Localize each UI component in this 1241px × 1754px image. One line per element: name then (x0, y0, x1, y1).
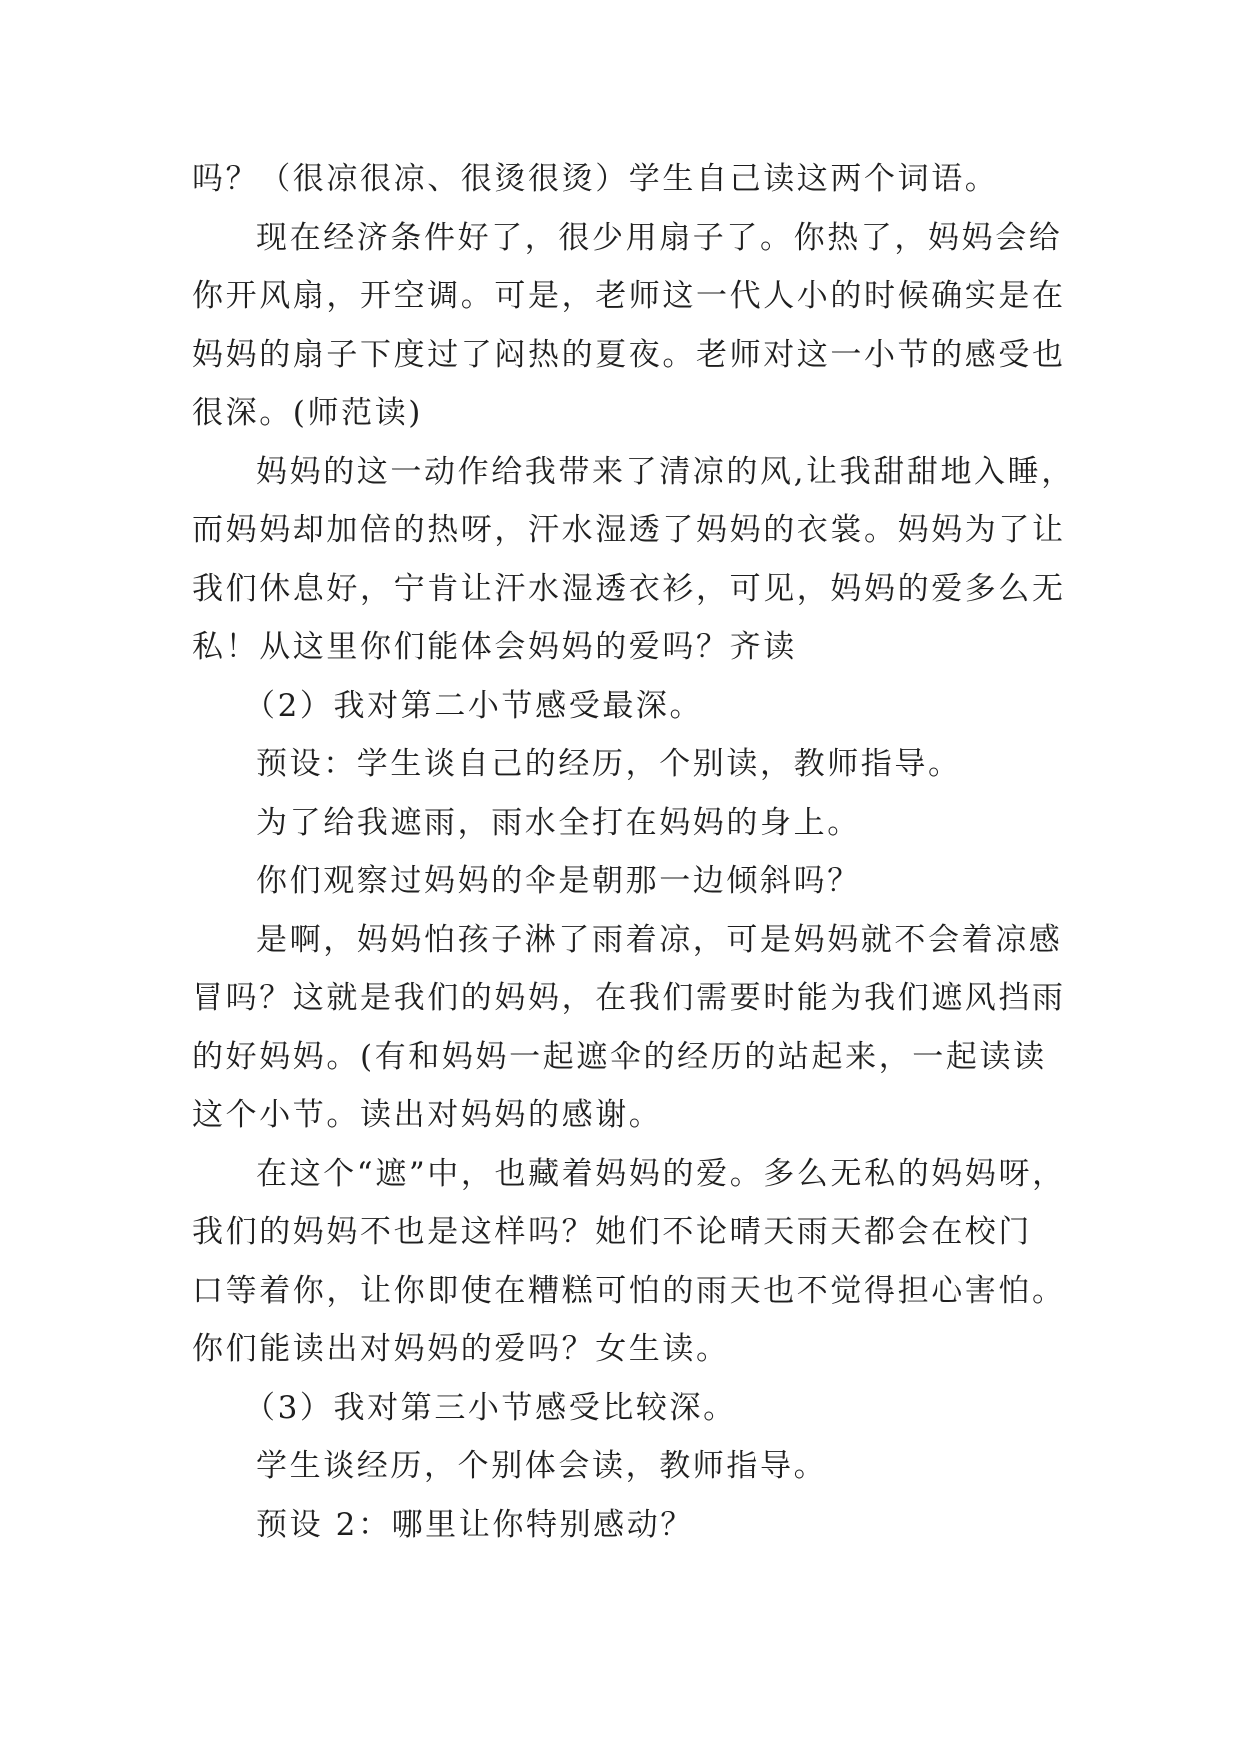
document-body (192, 150, 1075, 1554)
text-line: 吗？（很凉很凉、很烫很烫）学生自己读这两个词语。 (192, 161, 999, 197)
text-line: 而妈妈却加倍的热呀，汗水湿透了妈妈的衣裳。妈妈为了让 (192, 512, 1066, 548)
text-line: 我们的妈妈不也是这样吗？她们不论晴天雨天都会在校门 (192, 1214, 1032, 1250)
text-line: 冒吗？这就是我们的妈妈，在我们需要时能为我们遮风挡雨 (192, 980, 1066, 1016)
paragraph-student-experience (192, 1437, 1062, 1496)
text-line: 你们观察过妈妈的伞是朝那一边倾斜吗？ (256, 863, 861, 899)
text-line: 你们能读出对妈妈的爱吗？女生读。 (192, 1331, 730, 1367)
text-line: 口等着你，让你即使在糟糕可怕的雨天也不觉得担心害怕。 (192, 1272, 1066, 1309)
text-line: 很深。(师范读) (192, 395, 423, 431)
text-line: 预设：学生谈自己的经历，个别读，教师指导。 (256, 746, 962, 782)
paragraph-4 (192, 911, 1066, 1145)
text-line: 这个小节。读出对妈妈的感谢。 (192, 1097, 663, 1133)
text-line: 在这个“遮”中，也藏着妈妈的爱。多么无私的妈妈呀， (256, 1155, 1066, 1192)
text-line: 的好妈妈。(有和妈妈一起遮伞的经历的站起来，一起读读 (192, 1038, 1047, 1075)
text-line: （2）我对第二小节感受最深。 (244, 687, 704, 724)
subheading-2 (192, 677, 1062, 736)
text-line: 为了给我遮雨，雨水全打在妈妈的身上。 (256, 804, 861, 841)
text-line: 妈妈的这一动作给我带来了清凉的风,让我甜甜地入睡， (256, 453, 1075, 490)
text-line: 你开风扇，开空调。可是，老师这一代人小的时候确实是在 (192, 278, 1066, 314)
paragraph-preset-2 (192, 1496, 1062, 1555)
paragraph-1 (192, 150, 1062, 209)
paragraph-preset-1 (192, 735, 1062, 794)
text-line: 是啊，妈妈怕孩子淋了雨着凉，可是妈妈就不会着凉感 (256, 921, 1063, 958)
text-line: 我们休息好，宁肯让汗水湿透衣衫，可见，妈妈的爱多么无 (192, 570, 1066, 607)
paragraph-quote-rain (192, 794, 1062, 853)
text-line: 妈妈的扇子下度过了闷热的夏夜。老师对这一小节的感受也 (192, 336, 1066, 373)
text-line: （3）我对第三小节感受比较深。 (244, 1389, 737, 1426)
paragraph-question-umbrella (192, 852, 1062, 911)
subheading-3 (192, 1379, 1062, 1438)
text-line: 学生谈经历，个别体会读，教师指导。 (256, 1448, 828, 1484)
paragraph-3 (192, 443, 1075, 677)
paragraph-2 (192, 209, 1066, 443)
text-line: 现在经济条件好了，很少用扇子了。你热了，妈妈会给 (256, 219, 1063, 256)
text-line: 预设 2：哪里让你特别感动？ (256, 1506, 694, 1543)
text-line: 私！从这里你们能体会妈妈的爱吗？齐读 (192, 629, 797, 665)
paragraph-5 (192, 1145, 1066, 1379)
